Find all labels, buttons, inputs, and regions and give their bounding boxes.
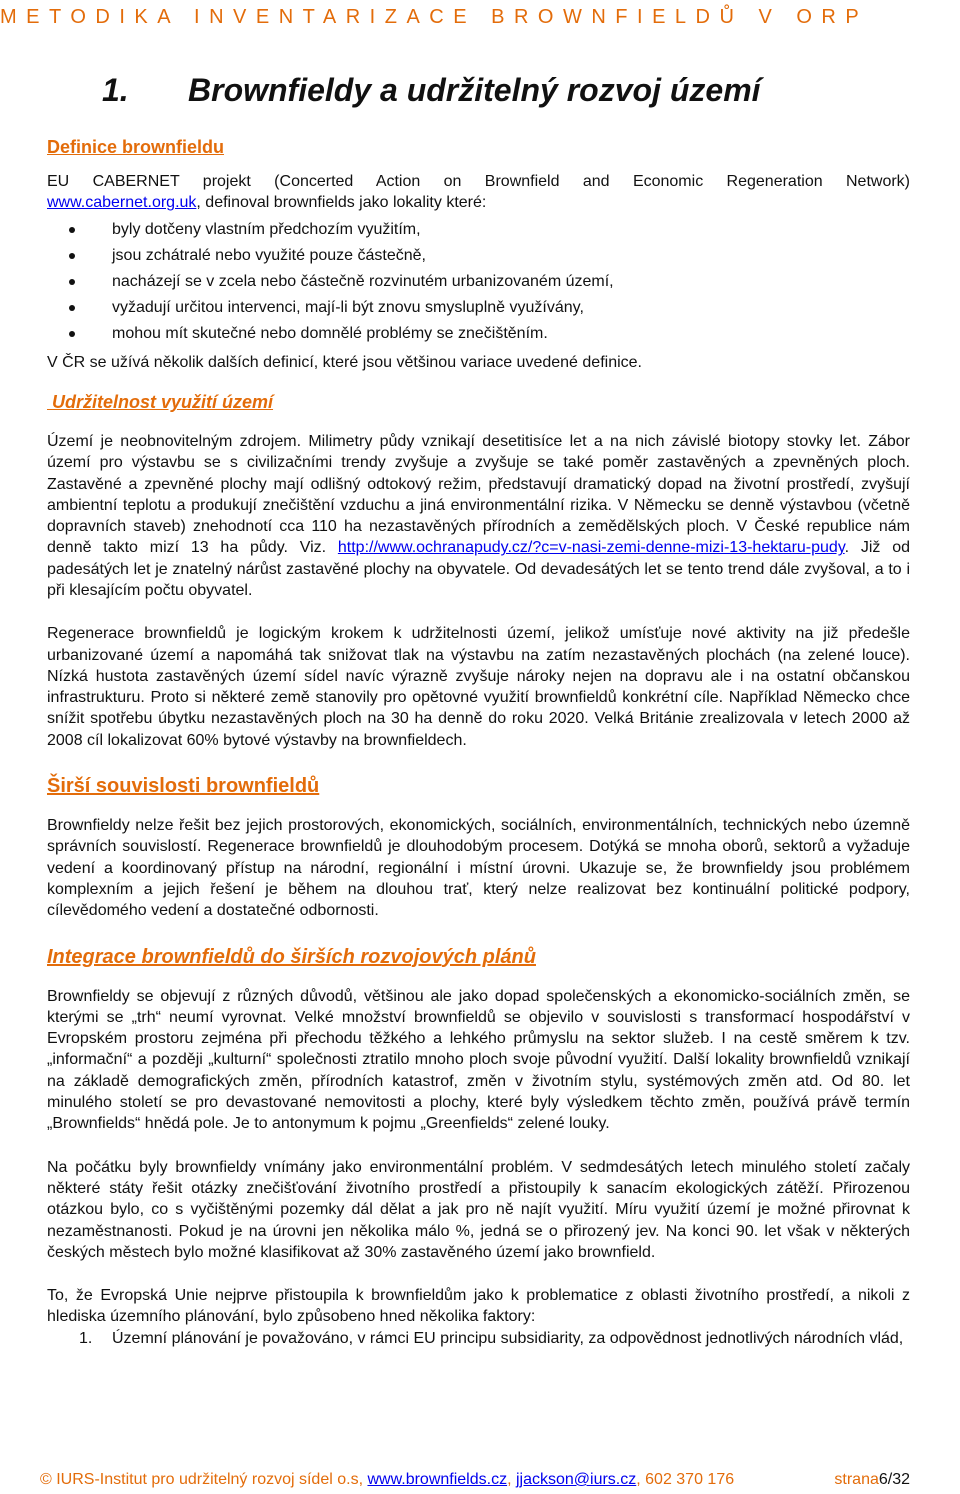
list-item: vyžadují určitou intervenci, mají-li být znovu smysluplně využívány, xyxy=(47,295,910,321)
definition-outro: V ČR se užívá několik dalších definicí, které jsou většinou variace uvedené definice. xyxy=(47,353,642,371)
chapter-heading xyxy=(47,70,910,110)
chapter-title: Brownfieldy a udržitelný rozvoj území xyxy=(188,72,761,108)
integration-paragraph-2: Na počátku byly brownfieldy vnímány jako environmentální problém. V sedmdesátých letech minulého století začaly některé státy řešit otázky znečišťování životního prostředí a přistoupily k sanacím ekologických zátěží. Přirozenou otázkou bylo, co s vyčištěnými pozemky dál dělat a jak pro ně najít využití. Míru využití území je možné přirovnat k nezaměstnanosti. Pokud je na úrovni jen několika málo %, jedná se o přirozený jev. Na konci 90. let však v některých českých městech bylo možné klasifikovat až 30% zastavěného území jako brownfield. xyxy=(47,1158,910,1261)
integration-paragraph-3: To, že Evropská Unie nejprve přistoupila k brownfieldům jako k problematice z oblasti životního prostředí, a nikoli z hlediska územního plánování, bylo způsobeno hned několika faktory: xyxy=(47,1287,910,1326)
footer-email-link[interactable]: jjackson@iurs.cz xyxy=(515,1471,637,1488)
definition-intro-line: EU CABERNET projekt (Concerted Action on Brownfield and Economic Regeneration Network) xyxy=(47,173,910,190)
definition-intro xyxy=(47,192,910,213)
list-item: byly dotčeny vlastním předchozím využitím, xyxy=(47,217,910,243)
integration-paragraph-1: Brownfieldy se objevují z různých důvodů, většinou ale jako dopad společenských a ekonomicko-sociálních změn, se kterými se „trh“ neumí vyrovnat. Velké množství brownfieldů se objevilo v souvislosti s transformací hospodářství v Evropském prostoru zejména při přechodu těžkého a lehkého průmyslu na sektor služeb. I na cestě směrem k tzv. „informační“ a později „kulturní“ společnosti ztratilo mnoho ploch svoje původní využití. Další lokality brownfieldů vznikají na základě demografických změn, přírodních katastrof, změn v životním stylu, systémových změn atd. Od 80. let minulého století se pro devastované nemovitosti a plochy, které byly výsledkem těchto změn, používá právě termín „Brownfields“ hnědá pole. Je to antonymum k pojmu „Greenfields“ zelené louky. xyxy=(47,987,910,1133)
header-title: METODIKA INVENTARIZACE BROWNFIELDŮ V ORP xyxy=(0,6,869,28)
factors-list xyxy=(47,1328,910,1349)
section-context-title: Širší souvislosti brownfieldů xyxy=(47,775,320,798)
document-header xyxy=(0,4,960,30)
list-item: mohou mít skutečné nebo domnělé problémy se znečištěním. xyxy=(47,321,910,347)
page-content xyxy=(47,70,910,1349)
footer-phone: , 602 370 176 xyxy=(636,1471,735,1488)
ochranapudy-link[interactable]: http://www.ochranapudy.cz/?c=v-nasi-zemi-denne-mizi-13-hektaru-pudy xyxy=(337,539,845,557)
definition-intro-rest: , definoval brownfields jako lokality které: xyxy=(196,194,487,212)
footer-org: © IURS-Institut pro udržitelný rozvoj sídel o.s, xyxy=(40,1471,368,1488)
list-item: nacházejí se v zcela nebo částečně rozvinutém urbanizovaném území, xyxy=(47,269,910,295)
list-item: jsou zchátralé nebo využité pouze částečně, xyxy=(47,243,910,269)
section-integration-title: Integrace brownfieldů do širších rozvojových plánů xyxy=(47,945,536,968)
footer-web-link[interactable]: www.brownfields.cz xyxy=(367,1471,508,1488)
page-footer: © IURS-Institut pro udržitelný rozvoj sídel o.s, www.brownfields.cz, jjackson@iurs.cz, 602 370 176 strana6/32 xyxy=(40,1471,910,1488)
section-definition-title: Definice brownfieldu xyxy=(47,137,225,157)
cabernet-link[interactable]: www.cabernet.org.uk xyxy=(47,194,197,212)
list-item: 1. Územní plánování je považováno, v rámci EU principu subsidiarity, za odpovědnost jednotlivých národních vlád, xyxy=(79,1329,904,1347)
sustainability-paragraph-1: Území je neobnovitelným zdrojem. Milimetry půdy vznikají desetitisíce let a na nich závislé biotopy stovky let. Zábor území pro výstavbu se s civilizačními trendy zvyšuje a zvyšuje se také poměr zastavěných a zpevněných ploch. Zastavěné a zpevněné plochy mají odlišný odtokový režim, představují dramatický dopad na životní prostředí, zvyšují ambientní teplotu a produkují znečištění vzduchu a jiná environmentální rizika. V Německu se denně výstavbou (včetně dopravních staveb) znehodnotí cca 110 ha nezastavěných přírodních a zemědělských ploch. V České republice nám denně takto mizí 13 ha půdy. Viz. http://www.ochranapudy.cz/?c=v-nasi-zemi-denne-mizi-13-hektaru-pudy. Již od padesátých let je znatelný nárůst zastavěné plochy na obyvatele. Od devadesátých let se tento trend dále zvyšoval, a to i při klesajícím počtu obyvatel. xyxy=(47,432,910,599)
context-paragraph: Brownfieldy nelze řešit bez jejich prostorových, ekonomických, sociálních, environmentálních, technických nebo územně správních souvislostí. Regenerace brownfieldů je dlouhodobým procesem. Dotýká se mnoha oborů, sektorů a vyžaduje vedení a koordinovaný přístup na národní, regionální i místní úrovni. Ukazuje se, že brownfieldy jsou problémem komplexním a jejich řešení je během na dlouhou trať, který nelze realizovat bez kontinuální politické podpory, cílevědomého vedení a dostatečné odbornosti. xyxy=(47,817,910,920)
page-number: strana6/32 xyxy=(834,1471,910,1488)
definition-bullets xyxy=(47,217,910,348)
chapter-number: 1. xyxy=(102,72,129,108)
sustainability-paragraph-2: Regenerace brownfieldů je logickým krokem k udržitelnosti území, jelikož umísťuje nové aktivity na již předešle urbanizované území a napomáhá tak snižovat tlak na výstavbu na zatím nezastavěných plochách (na zelené louce). Nízká hustota zastavěných území sídel navíc výrazně zvyšuje nároky nejen na dopravu ale i na ostatní občanskou infrastrukturu. Proto si některé země stanovily pro opětovné využití brownfieldů konkrétní cíle. Například Německo chce snížit spotřebu úbytku nezastavěných ploch na 30 ha denně do roku 2020. Velká Británie zrealizovala v letech 2000 až 2008 cíl lokalizovat 60% bytové výstavby na brownfieldech. xyxy=(47,625,910,749)
section-sustainability-title: Udržitelnost využití území xyxy=(52,391,274,412)
